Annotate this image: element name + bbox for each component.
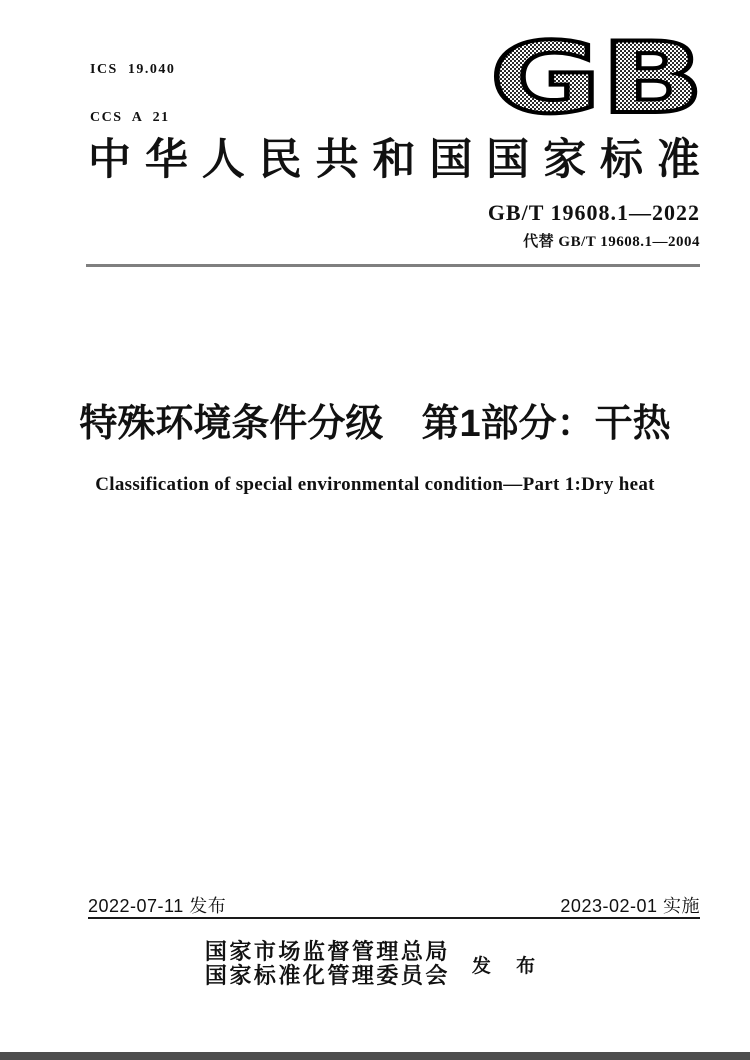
national-standard-banner: 中 华 人 民 共 和 国 国 家 标 准 (88, 137, 700, 184)
document-title-cn (0, 402, 750, 446)
replaces-note: 代替 GB/T 19608.1—2004 (523, 234, 700, 250)
document-title-en: Classification of special environmental condition—Part 1:Dry heat (95, 474, 655, 495)
ccs-code: CCS A 21 (90, 110, 170, 125)
issue-label: 发 布 (471, 955, 546, 977)
gb-logo-icon (486, 32, 708, 124)
issuer-name-1: 国家市场监督管理总局 (204, 939, 450, 964)
issuer-name-2: 国家标准化管理委员会 (204, 963, 450, 988)
document-title-cn-part1: 特殊环境条件分级 (79, 403, 384, 445)
standard-number: GB/T 19608.1—2022 (487, 200, 700, 225)
gb-logo (486, 32, 708, 124)
issuer-block (0, 940, 750, 988)
gb-logo-text: GB (490, 32, 704, 124)
issuer-names (205, 940, 450, 988)
date-row (88, 892, 700, 918)
document-title-cn-part2: 第1部分：干热 (421, 403, 671, 445)
issue-date: 2022-07-11 发布 (88, 896, 227, 916)
header-divider-line (86, 264, 700, 267)
footer-divider-line (88, 917, 700, 919)
ics-code: ICS 19.040 (90, 62, 176, 77)
implementation-date: 2023-02-01 实施 (560, 896, 700, 916)
page-bottom-edge-bar (0, 1052, 750, 1060)
